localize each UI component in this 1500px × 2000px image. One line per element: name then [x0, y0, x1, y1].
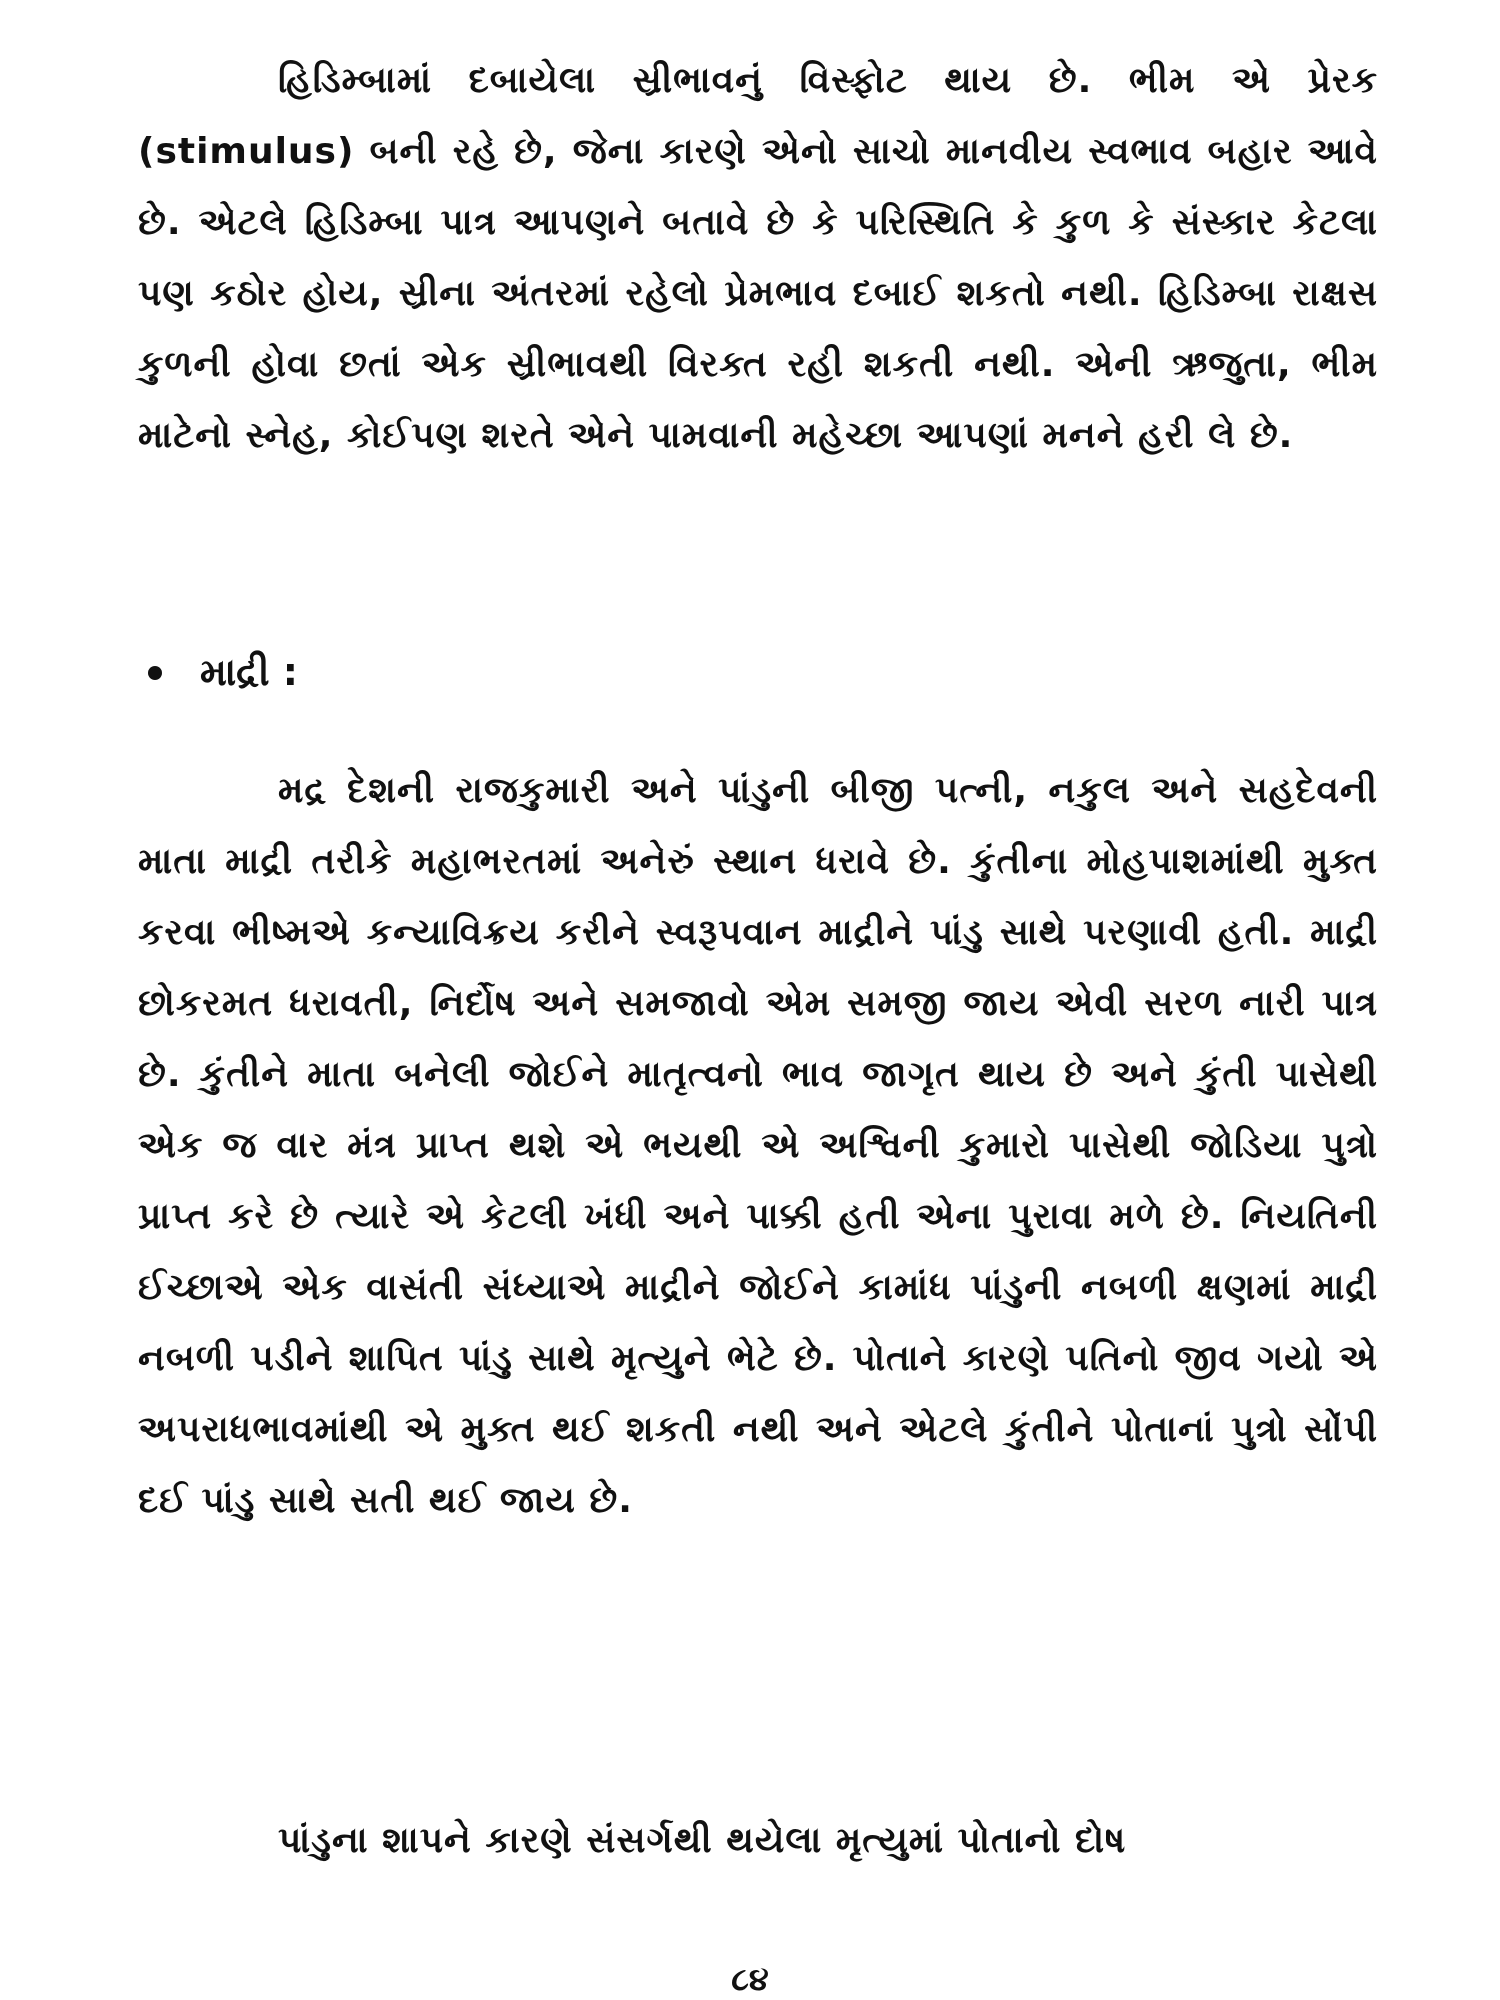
paragraph-hidimba: હિડિમ્બામાં દબાયેલા સ્રીભાવનું વિસ્ફોટ થાય છે. ભીમ એ પ્રેરક (stimulus) બની રહે છે, જેના કારણે એનો સાચો માનવીય સ્વભાવ બહાર આવે છે. એટલે હિડિમ્બા પાત્ર આપણને બતાવે છે કે પરિસ્થિતિ કે કુળ કે સંસ્કાર કેટલા પણ કઠોર હોય, સ્રીના અંતરમાં રહેલો પ્રેમભાવ દબાઈ શકતો નથી. હિડિમ્બા રાક્ષસ કુળની હોવા છતાં એક સ્રીભાવથી વિરક્ત રહી શકતી નથી. એની ઋજુતા, ભીમ માટેનો સ્નેહ, કોઈપણ શરતે એને પામવાની મહેચ્છા આપણાં મનને હરી લે છે. [138, 60, 1378, 456]
section-heading [148, 650, 298, 695]
paragraph-madri: મદ્ર દેશની રાજકુમારી અને પાંડુની બીજી પત્ની, નકુલ અને સહદેવની માતા માદ્રી તરીકે મહાભરતમાં અનેરું સ્થાન ધરાવે છે. કુંતીના મોહપાશમાંથી મુક્ત કરવા ભીષ્મએ કન્યાવિક્રય કરીને સ્વરૂપવાન માદ્રીને પાંડુ સાથે પરણાવી હતી. માદ્રી છોકરમત ધરાવતી, નિર્દોષ અને સમજાવો એમ સમજી જાય એવી સરળ નારી પાત્ર છે. કુંતીને માતા બનેલી જોઈને માતૃત્વનો ભાવ જાગૃત થાય છે અને કુંતી પાસેથી એક જ વાર મંત્ર પ્રાપ્ત થશે એ ભયથી એ અશ્વિની કુમારો પાસેથી જોડિયા પુત્રો પ્રાપ્ત કરે છે ત્યારે એ કેટલી ખંધી અને પાક્કી હતી એના પુરાવા મળે છે. નિયતિની ઈચ્છાએ એક વાસંતી સંધ્યાએ માદ્રીને જોઈને કામાંધ પાંડુની નબળી ક્ષણમાં માદ્રી નબળી પડીને શાપિત પાંડુ સાથે મૃત્યુને ભેટે છે. પોતાને કારણે પતિનો જીવ ગયો એ અપરાધભાવમાંથી એ મુક્ત થઈ શકતી નથી અને એટલે કુંતીને પોતાનાં પુત્રો સોંપી દઈ પાંડુ સાથે સતી થઈ જાય છે. [138, 770, 1378, 1521]
page-number: ૮૪ [731, 1960, 769, 1998]
bullet-icon [148, 666, 162, 680]
paragraph-continuation: પાંડુના શાપને કારણે સંસર્ગથી થયેલા મૃત્યુમાં પોતાનો દોષ [278, 1820, 1127, 1861]
section-heading-text: માદ્રી : [200, 650, 298, 694]
